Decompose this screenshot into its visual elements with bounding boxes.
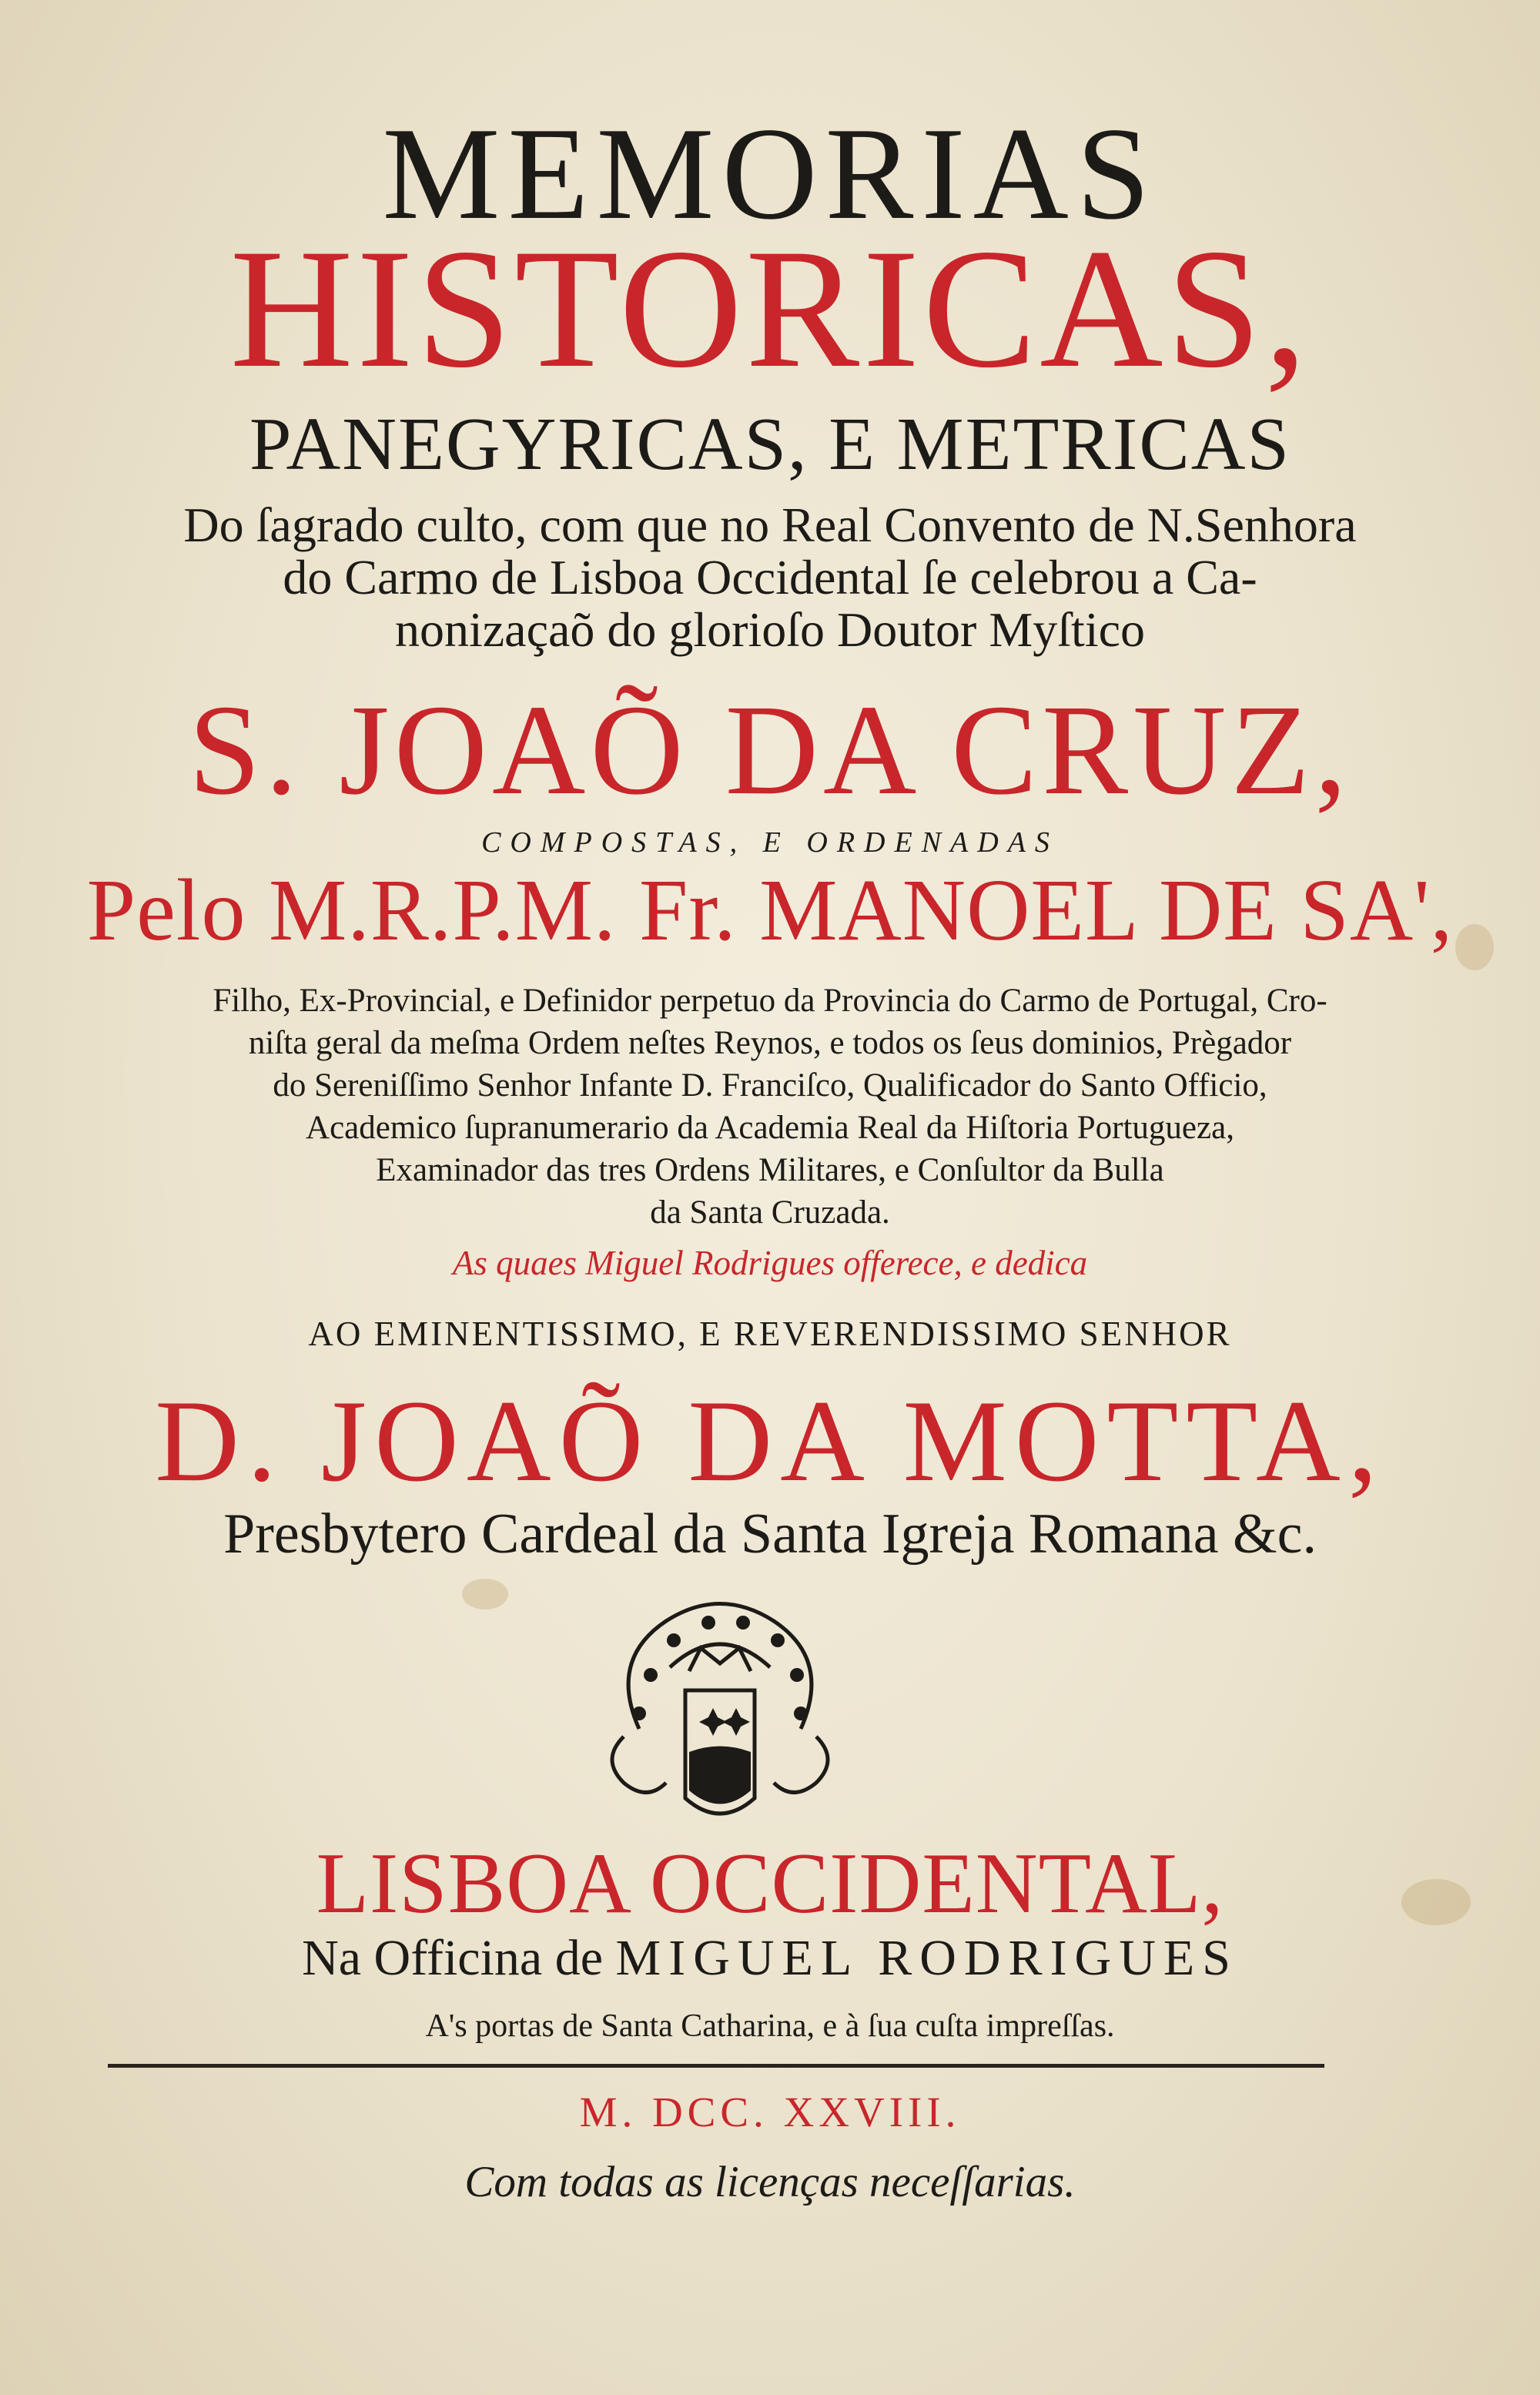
author-desc-line-3: do Sereniſſimo Senhor Infante D. Franciſco, Qualificador do Santo Officio,: [273, 1067, 1267, 1104]
printer-line: [0, 1930, 1540, 1986]
title-line-historicas: HISTORICAS,: [229, 214, 1311, 404]
body-line-1: Do ſagrado culto, com que no Real Convento de N.Senhora: [183, 497, 1357, 552]
composed-line: COMPOSTAS, E ORDENADAS: [481, 826, 1059, 859]
addressee-line: AO EMINENTISSIMO, E REVERENDISSIMO SENHOR: [308, 1315, 1232, 1353]
place-line: LISBOA OCCIDENTAL,: [316, 1836, 1224, 1931]
dedication-line: As quaes Miguel Rodrigues offerece, e dedica: [452, 1244, 1088, 1282]
author-desc-line-6: da Santa Cruzada.: [650, 1194, 890, 1231]
licenses-line: Com todas as licenças neceſſarias.: [464, 2158, 1076, 2206]
title-line-panegyricas: PANEGYRICAS, E METRICAS: [249, 403, 1291, 486]
date-line: M. DCC. XXVIII.: [579, 2089, 961, 2135]
author-desc-line-5: Examinador das tres Ordens Militares, e Conſultor da Bulla: [376, 1152, 1164, 1188]
body-line-2: do Carmo de Lisboa Occidental ſe celebrou a Ca-: [283, 550, 1257, 605]
coat-of-arms-icon: [593, 1575, 847, 1837]
cardinal-title: Presbytero Cardeal da Santa Igreja Romana &c.: [223, 1502, 1317, 1566]
author-line: Pelo M.R.P.M. Fr. MANOEL DE SA',: [86, 861, 1454, 959]
printer-prefix: Na Officina de: [302, 1930, 604, 1986]
printer-location: A's portas de Santa Catharina, e à ſua cuſta impreſſas.: [425, 2008, 1115, 2044]
author-desc-line-4: Academico ſupranumerario da Academia Real da Hiſtoria Portugueza,: [306, 1110, 1234, 1146]
body-line-3: nonizaçaõ do glorioſo Doutor Myſtico: [394, 602, 1146, 657]
horizontal-rule: [108, 2064, 1324, 2068]
title-line-memorias: MEMORIAS: [382, 101, 1158, 247]
printer-name: MIGUEL RODRIGUES: [615, 1930, 1238, 1986]
author-desc-line-2: niſta geral da meſma Ordem neſtes Reynos, e todos os ſeus dominios, Prègador: [248, 1025, 1292, 1061]
cardinal-name: D. JOAÕ DA MOTTA,: [155, 1376, 1385, 1506]
foxing-spot: [462, 1579, 508, 1610]
saint-name: S. JOAÕ DA CRUZ,: [188, 678, 1352, 822]
author-desc-line-1: Filho, Ex-Provincial, e Definidor perpetuo da Provincia do Carmo de Portugal, Cro-: [213, 983, 1327, 1019]
